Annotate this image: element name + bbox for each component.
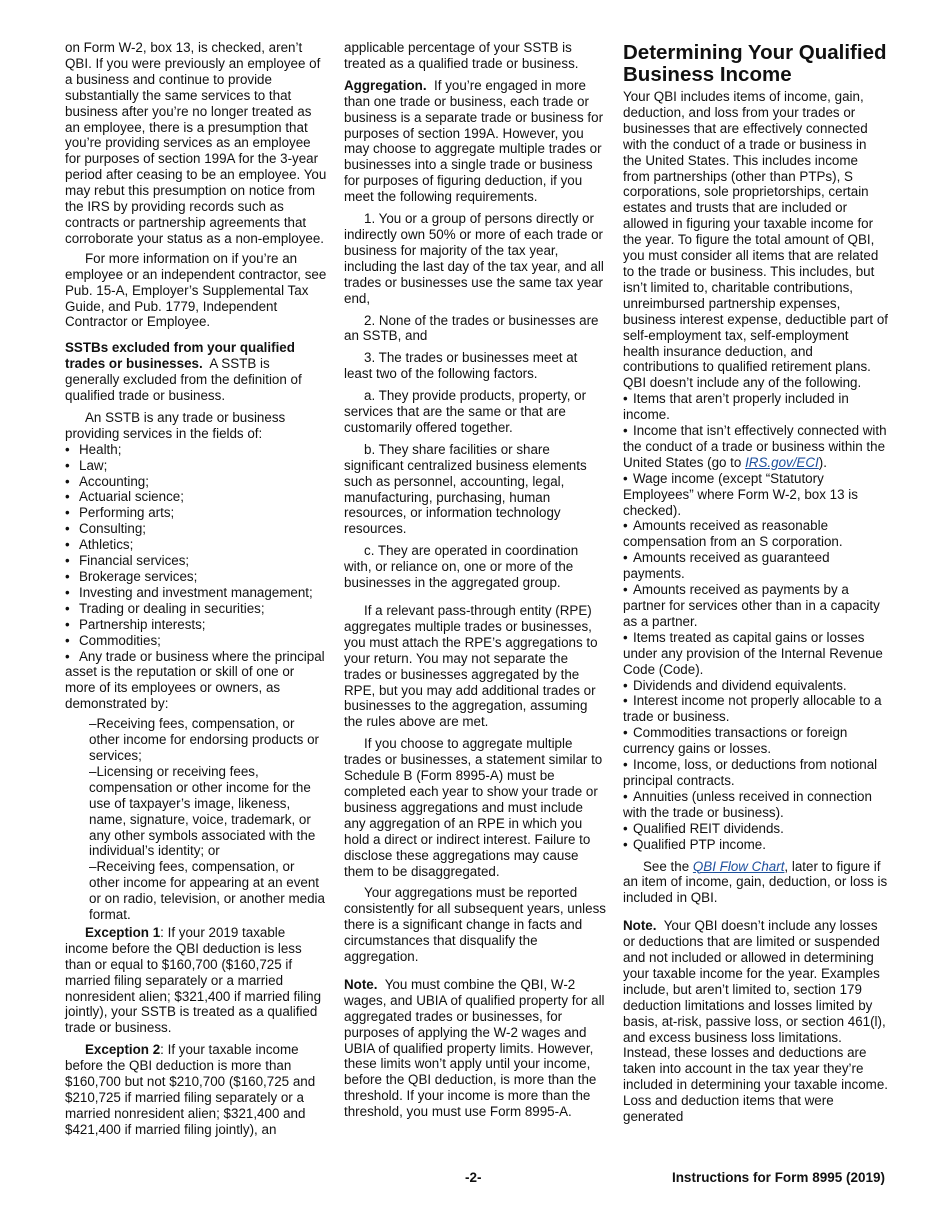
paragraph-text: See the xyxy=(643,858,693,874)
paragraph-text: , later to figure if an item of income, gain, deduction, or loss is included in QBI. xyxy=(623,858,888,906)
list-item: • Accounting; xyxy=(65,474,327,490)
exception-2-text: : If your taxable income before the QBI deduction is more than $160,700 but not $210,700 ($160,725 and $210,725 if married filing separately or a married nonresident alien; $321,400 and $421,400 if married filing jointly), an xyxy=(65,1042,316,1137)
aggregation-heading: Aggregation. xyxy=(344,77,427,93)
requirement-3: 3. The trades or businesses meet at least two of the following factors. xyxy=(344,350,578,382)
list-item: • Amounts received as guaranteed payments. xyxy=(623,550,888,582)
paragraph: Your aggregations must be reported consistently for all subsequent years, unless there is a significant change in facts and circumstances that disqualify the aggregation. xyxy=(344,885,607,965)
footer-title: Instructions for Form 8995 (2019) xyxy=(671,1170,885,1185)
page-number: -2- xyxy=(465,1170,482,1185)
exception-1-text: : If your 2019 taxable income before the QBI deduction is less than or equal to $160,700 ($160,725 if married filing separately or a married nonresident alien; $321,400 if married filing jointly), your SSTB is treated as a qualified trade or business. xyxy=(65,924,322,1036)
paragraph: Your QBI includes items of income, gain, deduction, and loss from your trades or businesses that are effectively connected with the conduct of a trade or business in the United States. This includes income from partnerships (other than PTPs), S corporations, sole proprietorships, certain estates and trusts that are included or allowed in figuring your taxable income for the year. To figure the total amount of QBI, you must consider all items that are related to the trade or business. This includes, but isn’t limited to, charitable contributions, unreimbursed partnership expenses, business interest expense, deductible part of self-employment tax, self-employment health insurance deduction, and contributions to qualified retirement plans. QBI doesn’t include any of the following. xyxy=(623,89,889,391)
qbi-flow-chart-link[interactable]: QBI Flow Chart xyxy=(692,858,785,874)
dash-item: –Receiving fees, compensation, or other income for appearing at an event or on radio, television, or another media format. xyxy=(89,859,325,923)
note-label: Note. xyxy=(344,976,378,992)
list-item: • Annuities (unless received in connection with the trade or business). xyxy=(623,789,888,821)
column-1 xyxy=(65,40,327,1144)
paragraph: If a relevant pass-through entity (RPE) aggregates multiple trades or businesses, you must attach the RPE’s aggregations to your return. You may not separate the trades or businesses aggregated by the RPE, but you may add additional trades or businesses to the aggregation, assuming the rules above are met. xyxy=(344,603,598,730)
paragraph: An SSTB is any trade or business providing services in the fields of: xyxy=(65,409,286,441)
list-item: • Dividends and dividend equivalents. xyxy=(623,678,888,694)
requirement-2: 2. None of the trades or businesses are an SSTB, and xyxy=(344,312,599,344)
list-item: • Brokerage services; xyxy=(65,569,327,585)
paragraph: If you choose to aggregate multiple trades or businesses, a statement similar to Schedule B (Form 8995-A) must be completed each year to show your trade or business aggregations and must include any aggregation of an RPE in which you hold a direct or indirect interest. Failure to disclose these aggregations may cause them to be disaggregated. xyxy=(344,736,603,879)
list-item: • Interest income not properly allocable to a trade or business. xyxy=(623,693,888,725)
list-item: • Financial services; xyxy=(65,553,327,569)
dash-item: –Licensing or receiving fees, compensation or other income for the use of taxpayer’s image, likeness, name, signature, voice, trademark, or any other symbols associated with the individual’s identity; or xyxy=(89,763,316,859)
list-item: • Partnership interests; xyxy=(65,617,327,633)
paragraph xyxy=(623,859,888,907)
list-item xyxy=(623,423,888,471)
list-item: • Investing and investment management; xyxy=(65,585,327,601)
exception-1-label: Exception 1 xyxy=(85,924,161,940)
list-item: • Any trade or business where the principal asset is the reputation or skill of one or more of its employees or owners, as demonstrated by: xyxy=(65,649,327,713)
factor-a: a. They provide products, property, or services that are the same or that are customarily offered together. xyxy=(344,388,587,435)
list-item: • Commodities transactions or foreign currency gains or losses. xyxy=(623,725,888,757)
list-item: • Health; xyxy=(65,442,327,458)
list-item: • Athletics; xyxy=(65,537,327,553)
list-item: • Amounts received as payments by a partner for services other than in a capacity as a partner. xyxy=(623,582,888,630)
list-item-text: Income that isn’t effectively connected with the conduct of a trade or business within the United States (go to xyxy=(623,423,887,470)
requirement-1: 1. You or a group of persons directly or indirectly own 50% or more of each trade or business for majority of the tax year, including the last day of the tax year, and all trades or businesses use the same tax year end, xyxy=(344,211,604,306)
section-heading: Determining Your Qualified Business Income xyxy=(623,41,887,86)
dash-list xyxy=(89,716,327,923)
list-item: • Wage income (except “Statutory Employees” where Form W-2, box 13 is checked). xyxy=(623,471,888,519)
list-item: • Actuarial science; xyxy=(65,489,327,505)
paragraph: applicable percentage of your SSTB is treated as a qualified trade or business. xyxy=(344,40,579,71)
irs-eci-link[interactable]: IRS.gov/ECI xyxy=(745,454,819,470)
dash-item: –Receiving fees, compensation, or other income for endorsing products or services; xyxy=(89,716,319,763)
paragraph xyxy=(65,340,327,404)
list-item: • Consulting; xyxy=(65,521,327,537)
list-item: • Income, loss, or deductions from notional principal contracts. xyxy=(623,757,888,789)
list-item: • Commodities; xyxy=(65,633,327,649)
factor-b: b. They share facilities or share significant centralized business elements such as personnel, accounting, legal, manufacturing, purchasing, human resources, or information technology resources. xyxy=(344,441,587,537)
note-text: Your QBI doesn’t include any losses or deductions that are limited or suspended and not included or allowed in determining your taxable income for the year. Examples include, but aren’t limited to, section 179 deduction limitations and losses limited by basis, at-risk, passive loss, or section 461(l), and excess business loss limitations. Instead, these losses and deductions are taken into account in the tax year they’re included in determining your taxable income. Loss and deduction items that were generated xyxy=(623,918,888,1125)
paragraph: For more information on if you’re an employee or an independent contractor, see Pub. 15-A, Employer’s Supplemental Tax Guide, and Pub. 1779, Independent Contractor or Employee. xyxy=(65,250,327,330)
note-label: Note. xyxy=(623,918,657,934)
list-item-text: ). xyxy=(818,454,827,470)
list-item: • Items that aren’t properly included in income. xyxy=(623,391,888,423)
list-item: • Qualified PTP income. xyxy=(623,837,888,853)
list-item: • Qualified REIT dividends. xyxy=(623,821,888,837)
sstb-fields-list xyxy=(65,442,327,712)
list-item: • Trading or dealing in securities; xyxy=(65,601,327,617)
note-text: You must combine the QBI, W-2 wages, and UBIA of qualified property for all aggregated trades or businesses, for purposes of applying the W-2 wages and UBIA of qualified property limits. However, these limits won’t apply until your income, before the QBI deduction, is more than the threshold. If your income is more than the threshold, you must use Form 8995-A. xyxy=(344,976,605,1120)
paragraph xyxy=(344,977,606,1120)
sstb-heading: SSTBs excluded from your qualified trades or businesses. xyxy=(65,340,295,372)
paragraph xyxy=(344,78,606,205)
paragraph xyxy=(65,925,327,1036)
list-item: • Items treated as capital gains or losses under any provision of the Internal Revenue Code (Code). xyxy=(623,630,888,678)
aggregation-text: If you’re engaged in more than one trade or business, each trade or business is a separate trade or business for purposes of section 199A. However, you may choose to aggregate multiple trades or businesses into a single trade or business for purposes of figuring deduction, if you meet the following requirements. xyxy=(344,77,604,205)
sstb-text: A SSTB is generally excluded from the definition of qualified trade or business. xyxy=(65,356,302,404)
list-item: • Performing arts; xyxy=(65,505,327,521)
column-2 xyxy=(344,40,606,1126)
factor-c: c. They are operated in coordination with, or reliance on, one or more of the businesses in the aggregated group. xyxy=(344,543,579,591)
exception-2-label: Exception 2 xyxy=(85,1042,161,1058)
paragraph xyxy=(65,1042,327,1137)
qbi-exclusions-list xyxy=(623,391,888,852)
list-item: • Law; xyxy=(65,458,327,474)
column-3 xyxy=(623,40,888,1131)
list-item: • Amounts received as reasonable compensation from an S corporation. xyxy=(623,518,888,550)
paragraph: on Form W-2, box 13, is checked, aren’t QBI. If you were previously an employee of a business and continue to provide substantially the same services to that business after you’re no longer treated as an employee, there is a presumption that you’re providing services as an employee for purposes of section 199A for the 3-year period after ceasing to be an employee. You may rebut this presumption on notice from the IRS by providing records such as contracts or partnership agreements that corroborate your status as a non-employee. xyxy=(65,40,327,246)
paragraph xyxy=(623,918,888,1125)
